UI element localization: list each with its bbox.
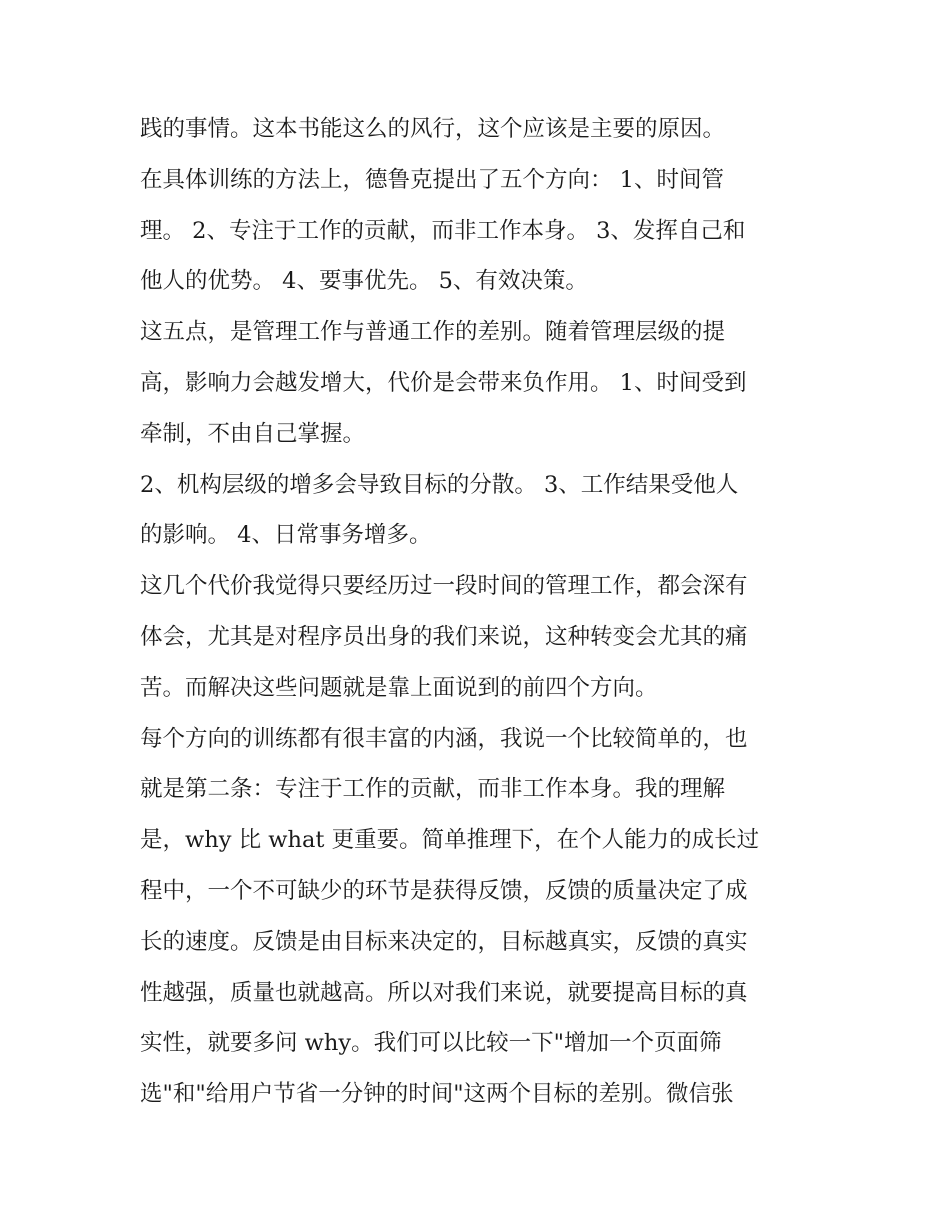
text-line: 选"和"给用户节省一分钟的时间"这两个目标的差别。微信张 [140,1081,734,1108]
text-line: 践的事情。这本书能这么的风行，这个应该是主要的原因。 [140,116,726,142]
text-line: 理。 2、专注于工作的贡献，而非工作本身。 3、发挥自己和 [140,217,746,244]
text-line: 实性，就要多问 why。我们可以比较一下"增加一个页面筛 [140,1030,722,1057]
text-line: 高，影响力会越发增大，代价是会带来负作用。 1、时间受到 [140,369,747,396]
text-line: 长的速度。反馈是由目标来决定的，目标越真实，反馈的真实 [140,928,748,955]
text-line: 体会，尤其是对程序员出身的我们来说，这种转变会尤其的痛 [140,623,748,650]
text-line: 每个方向的训练都有很丰富的内涵，我说一个比较简单的，也 [140,725,748,752]
text-line: 他人的优势。 4、要事优先。 5、有效决策。 [140,268,588,295]
text-line: 程中，一个不可缺少的环节是获得反馈，反馈的质量决定了成 [140,877,748,904]
text-line: 苦。而解决这些问题就是靠上面说到的前四个方向。 [140,674,658,701]
body-text [140,104,820,1120]
text-line: 的影响。 4、日常事务增多。 [140,522,432,549]
text-line: 在具体训练的方法上，德鲁克提出了五个方向： 1、时间管 [140,166,724,193]
text-line: 这五点，是管理工作与普通工作的差别。随着管理层级的提 [140,319,726,346]
text-line: 性越强，质量也就越高。所以对我们来说，就要提高目标的真 [140,979,748,1006]
text-line: 2、机构层级的增多会导致目标的分散。 3、工作结果受他人 [140,471,739,498]
text-line: 就是第二条：专注于工作的贡献，而非工作本身。我的理解 [140,776,726,803]
text-line: 是，why 比 what 更重要。简单推理下，在个人能力的成长过 [140,827,760,854]
text-line: 牵制，不由自己掌握。 [140,420,366,447]
text-line: 这几个代价我觉得只要经历过一段时间的管理工作，都会深有 [140,573,748,600]
